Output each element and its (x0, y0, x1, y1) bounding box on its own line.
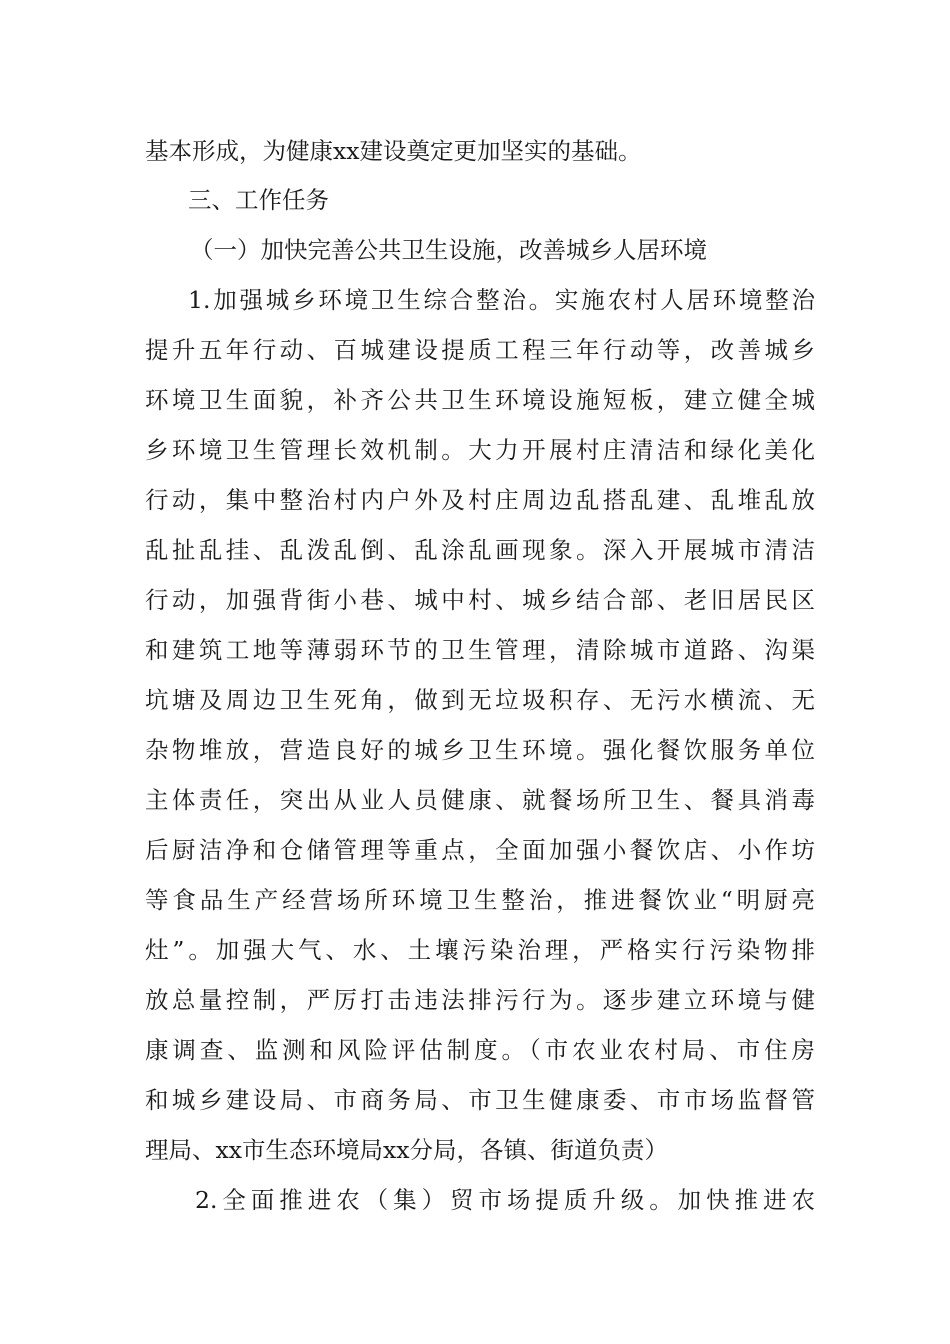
text-line-1: 基本形成，为健康xx建设奠定更加坚实的基础。 (145, 137, 642, 165)
text-line-20: 和城乡建设局、市商务局、市卫生健康委、市市场监督管 (145, 1086, 815, 1114)
text-line-8: 行动，集中整治村内户外及村庄周边乱搭乱建、乱堆乱放 (145, 486, 815, 514)
section-heading: 三、工作任务 (188, 186, 329, 214)
text-line-17: 灶”。加强大气、水、土壤污染治理，严格实行污染物排 (145, 936, 815, 964)
text-line-10: 行动，加强背街小巷、城中村、城乡结合部、老旧居民区 (145, 586, 815, 614)
text-line-5: 提升五年行动、百城建设提质工程三年行动等，改善城乡 (145, 336, 815, 364)
text-line-7: 乡环境卫生管理长效机制。大力开展村庄清洁和绿化美化 (145, 436, 815, 464)
text-line-9: 乱扯乱挂、乱泼乱倒、乱涂乱画现象。深入开展城市清洁 (145, 536, 815, 564)
text-line-11: 和建筑工地等薄弱环节的卫生管理，清除城市道路、沟渠 (145, 636, 815, 664)
text-line-19: 康调查、监测和风险评估制度。（市农业农村局、市住房 (145, 1036, 815, 1064)
text-line-12: 坑塘及周边卫生死角，做到无垃圾积存、无污水横流、无 (145, 686, 815, 714)
text-line-18: 放总量控制，严厉打击违法排污行为。逐步建立环境与健 (145, 986, 815, 1014)
text-line-21: 理局、xx市生态环境局xx分局，各镇、街道负责） (145, 1136, 669, 1164)
text-line-13: 杂物堆放，营造良好的城乡卫生环境。强化餐饮服务单位 (145, 736, 815, 764)
text-line-6: 环境卫生面貌，补齐公共卫生环境设施短板，建立健全城 (145, 386, 815, 414)
text-line-22: 2.全面推进农（集）贸市场提质升级。加快推进农 (195, 1186, 815, 1214)
text-line-16: 等食品生产经营场所环境卫生整治，推进餐饮业“明厨亮 (145, 886, 815, 914)
text-line-14: 主体责任，突出从业人员健康、就餐场所卫生、餐具消毒 (145, 786, 815, 814)
subsection-heading: （一）加快完善公共卫生设施，改善城乡人居环境 (190, 236, 707, 264)
text-line-4: 1.加强城乡环境卫生综合整治。实施农村人居环境整治 (188, 286, 815, 314)
text-line-15: 后厨洁净和仓储管理等重点，全面加强小餐饮店、小作坊 (145, 836, 815, 864)
